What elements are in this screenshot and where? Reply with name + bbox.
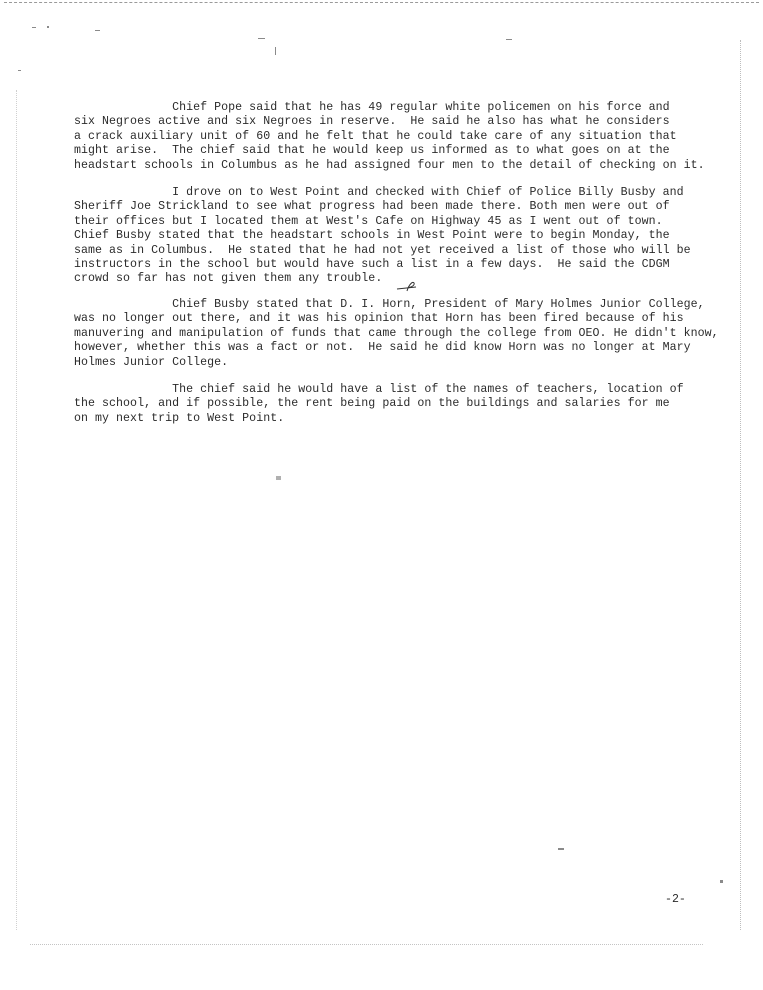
text-line: might arise. The chief said that he would keep us informed as to what goes on at the — [74, 144, 670, 158]
text-line: Chief Busby stated that D. I. Horn, President of Mary Holmes Junior College, — [74, 298, 705, 311]
paragraph — [74, 101, 734, 173]
paragraph — [74, 383, 734, 426]
left-edge-rule — [16, 90, 17, 930]
scan-speck — [95, 30, 100, 31]
scan-speck — [275, 47, 276, 55]
text-line: manuvering and manipulation of funds that came through the college from OEO. He didn't know, — [74, 326, 719, 340]
paragraph — [74, 298, 734, 370]
text-line: Holmes Junior College. — [74, 355, 229, 369]
text-line: their offices but I located them at West's Cafe on Highway 45 as I went out of town. — [74, 214, 663, 228]
scan-speck — [47, 26, 49, 28]
text-line: crowd so far has not given them any trouble. — [74, 272, 383, 286]
scan-speck — [558, 848, 564, 850]
text-line: was no longer out there, and it was his opinion that Horn has been fired because of his — [74, 312, 684, 326]
text-line: same as in Columbus. He stated that he had not yet received a list of those who will be — [74, 243, 691, 257]
text-line: The chief said he would have a list of the names of teachers, location of — [74, 383, 684, 396]
scan-speck — [18, 70, 21, 71]
bottom-edge-rule — [30, 944, 703, 945]
paragraph — [74, 186, 734, 287]
text-line: a crack auxiliary unit of 60 and he felt that he could take care of any situation that — [74, 129, 677, 143]
text-line: Chief Busby stated that the headstart schools in West Point were to begin Monday, the — [74, 229, 670, 243]
text-line: Sheriff Joe Strickland to see what progress had been made there. Both men were out of — [74, 200, 670, 214]
scan-speck — [258, 38, 265, 39]
scan-speck — [720, 880, 723, 883]
right-edge-rule — [740, 40, 741, 930]
text-line: however, whether this was a fact or not. He said he did know Horn was no longer at Mary — [74, 341, 691, 355]
scan-speck — [276, 476, 281, 480]
text-line: instructors in the school but would have such a list in a few days. He said the CDGM — [74, 258, 670, 272]
text-line: I drove on to West Point and checked with Chief of Police Billy Busby and — [74, 186, 684, 199]
page-number: -2- — [665, 893, 686, 906]
text-line: six Negroes active and six Negroes in reserve. He said he also has what he considers — [74, 115, 670, 129]
text-line: on my next trip to West Point. — [74, 411, 285, 425]
text-line: the school, and if possible, the rent being paid on the buildings and salaries for me — [74, 397, 670, 411]
scan-speck — [506, 39, 512, 40]
text-line: headstart schools in Columbus as he had assigned four men to the detail of checking on it. — [74, 158, 705, 172]
text-line: Chief Pope said that he has 49 regular white policemen on his force and — [74, 101, 670, 114]
scan-speck — [32, 27, 36, 28]
top-edge-rule — [4, 2, 759, 3]
